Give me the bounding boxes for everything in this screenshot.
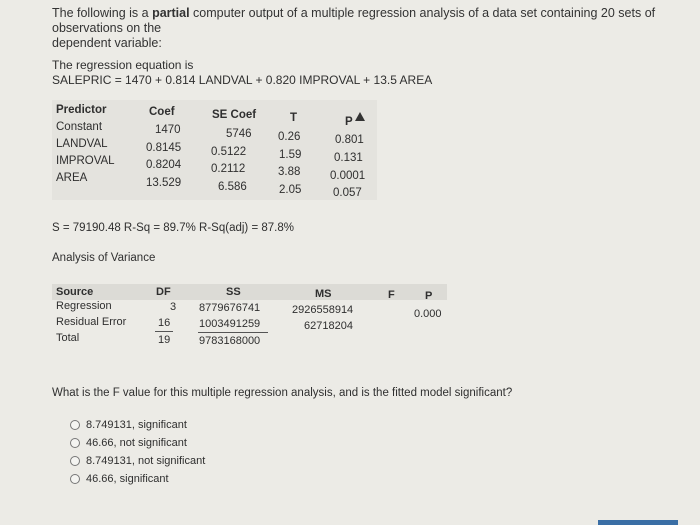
option-2[interactable] (70, 435, 187, 451)
coef-header-p: P (345, 116, 353, 128)
intro-text-a: The following is a (52, 6, 153, 20)
anova-table (52, 284, 447, 352)
coef-cell: 0.131 (334, 152, 363, 164)
coef-cell: 0.26 (278, 131, 301, 143)
radio-icon[interactable] (70, 474, 80, 484)
coef-cell: 0.057 (333, 187, 362, 199)
anova-header-p: P (425, 290, 433, 302)
anova-cell: 2926558914 (292, 304, 354, 316)
coef-cell: IMPROVAL (56, 155, 115, 167)
coef-header-t: T (290, 112, 298, 124)
coef-cell: 0.8204 (146, 159, 182, 171)
anova-cell: 19 (158, 334, 171, 346)
anova-header-ss: SS (226, 286, 241, 298)
mouse-cursor-icon (355, 112, 365, 121)
intro-text-b: computer output of a multiple regression analysis of a data set containing 20 sets of observations on the (52, 6, 656, 35)
coef-cell: 1470 (155, 124, 181, 136)
coef-cell: 0.5122 (211, 146, 247, 158)
radio-icon[interactable] (70, 438, 80, 448)
anova-title: Analysis of Variance (52, 252, 156, 264)
ss-underline (198, 332, 268, 333)
coefficient-table (52, 100, 377, 200)
regression-equation: SALEPRIC = 1470 + 0.814 LANDVAL + 0.820 IMPROVAL + 13.5 AREA (52, 73, 433, 87)
coef-cell: 0.0001 (330, 170, 366, 182)
anova-header-ms: MS (315, 288, 332, 300)
anova-cell: 1003491259 (199, 318, 261, 330)
coef-cell: 3.88 (278, 166, 301, 178)
option-label: 8.749131, not significant (86, 455, 206, 467)
anova-cell: Regression (56, 300, 112, 312)
anova-header-source: Source (56, 286, 94, 298)
radio-icon[interactable] (70, 420, 80, 430)
anova-cell: Residual Error (56, 316, 127, 328)
coef-cell: 13.529 (146, 177, 182, 189)
coef-cell: 0.2112 (211, 163, 246, 175)
coef-cell: 0.801 (335, 134, 364, 146)
option-label: 46.66, not significant (86, 437, 187, 449)
option-3[interactable] (70, 453, 205, 469)
problem-statement (52, 6, 692, 51)
option-label: 46.66, significant (86, 473, 169, 485)
coef-cell: 5746 (226, 128, 252, 140)
coef-cell: Constant (56, 121, 103, 133)
anova-header-f: F (388, 289, 395, 301)
next-button[interactable] (598, 520, 678, 525)
anova-cell: 3 (170, 301, 177, 313)
question-text: What is the F value for this multiple regression analysis, and is the fitted model significant? (52, 387, 513, 399)
anova-cell: Total (56, 332, 80, 344)
coef-cell: 1.59 (279, 149, 302, 161)
anova-cell: 16 (158, 317, 171, 329)
anova-cell: 8779676741 (199, 302, 261, 314)
model-summary: S = 79190.48 R-Sq = 89.7% R-Sq(adj) = 87.8% (52, 222, 294, 234)
option-label: 8.749131, significant (86, 419, 187, 431)
coef-header-coef: Coef (149, 106, 175, 118)
radio-icon[interactable] (70, 456, 80, 466)
anova-cell: 62718204 (304, 320, 353, 332)
coef-cell: 0.8145 (146, 142, 182, 154)
coef-cell: LANDVAL (56, 138, 108, 150)
coef-cell: 2.05 (279, 184, 302, 196)
option-1[interactable] (70, 417, 187, 433)
coef-header-predictor: Predictor (56, 104, 107, 116)
option-4[interactable] (70, 471, 169, 487)
anova-cell: 9783168000 (199, 335, 261, 347)
intro-line-2: dependent variable: (52, 36, 162, 50)
anova-cell: 0.000 (414, 308, 442, 320)
equation-title: The regression equation is (52, 58, 194, 72)
coef-cell: AREA (56, 172, 88, 184)
df-underline (155, 331, 173, 332)
intro-bold: partial (152, 6, 190, 20)
coef-cell: 6.586 (218, 181, 247, 193)
anova-header-df: DF (156, 286, 171, 298)
coef-header-secoef: SE Coef (212, 109, 257, 121)
